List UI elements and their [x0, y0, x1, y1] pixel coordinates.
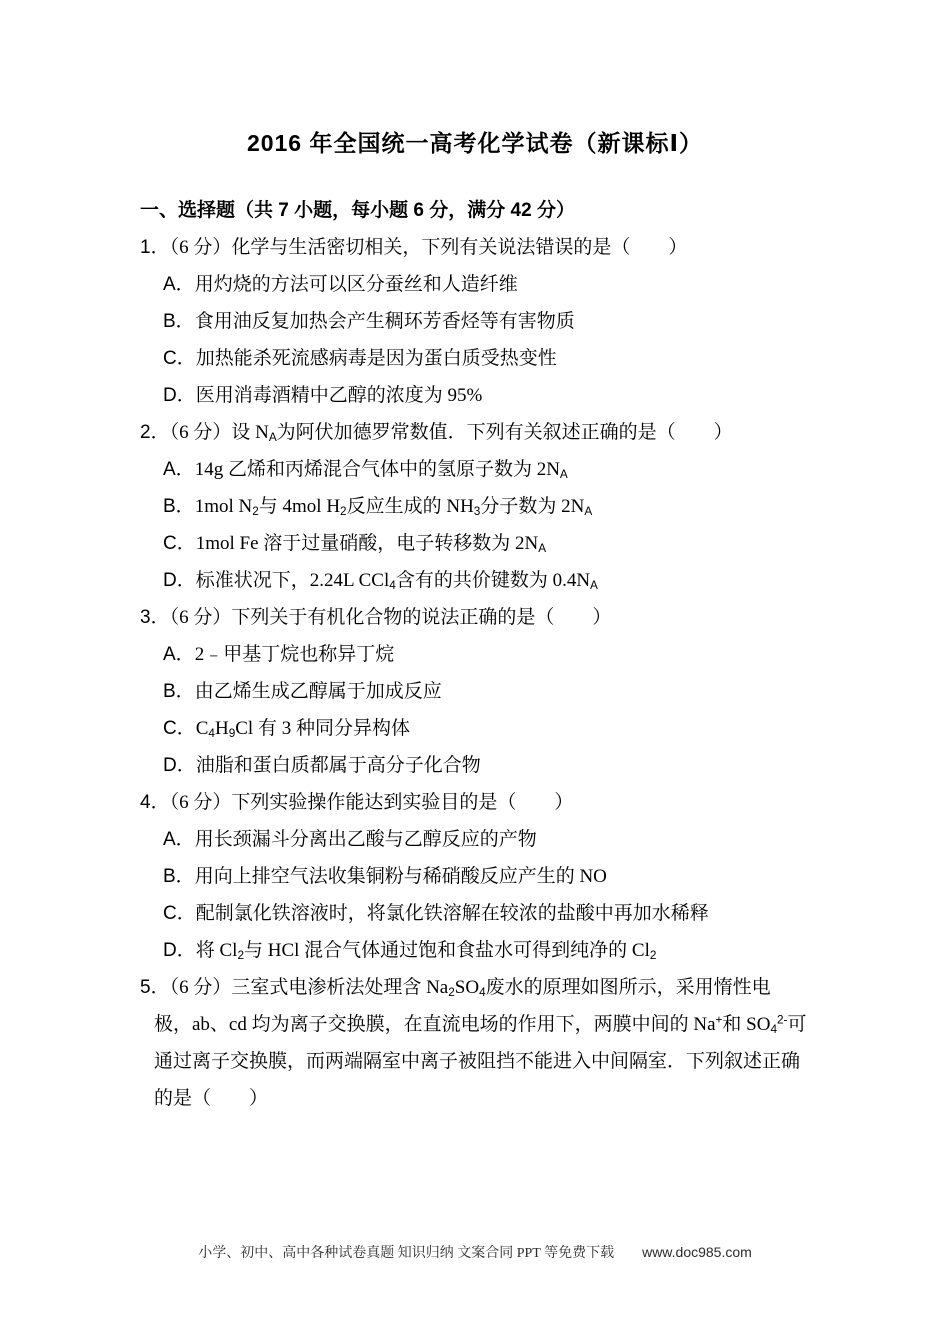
question-1-option-a — [163, 266, 808, 303]
question-2-option-d — [163, 562, 808, 599]
question-5-number: 5． — [140, 977, 170, 998]
question-2-option-b-label: B． — [163, 496, 195, 517]
question-3-option-d-text: 油脂和蛋白质都属于高分子化合物 — [195, 755, 481, 776]
question-3-option-b-text: 由乙烯生成乙醇属于加成反应 — [194, 681, 442, 702]
question-2 — [140, 414, 808, 599]
question-2-option-b — [163, 488, 808, 525]
question-3-option-c-label: C． — [163, 718, 196, 739]
question-1-option-c-text: 加热能杀死流感病毒是因为蛋白质受热变性 — [195, 348, 557, 369]
question-2-option-c-text: 1mol Fe 溶于过量硝酸，电子转移数为 $2N_A$ — [195, 533, 547, 555]
question-list — [140, 229, 808, 1117]
question-3-option-c — [163, 710, 808, 747]
question-5-stem-text: （6 分）三室式电渗析法处理含 $Na_2SO_4$废水的原理如图所示，采用惰性电极，ab、cd 均为离子交换膜，在直流电场的作用下，两膜中间的 Na+和 $SO_4^{2-}$可通过离子交换膜，而两端隔室中离子被阻挡不能进入中间隔室．下列叙述正确的是（ ） — [154, 977, 807, 1109]
question-1-number: 1． — [140, 237, 170, 258]
question-1-stem-text: （6 分）化学与生活密切相关，下列有关说法错误的是（ ） — [169, 237, 688, 258]
question-4-option-d — [163, 932, 808, 969]
question-1 — [140, 229, 808, 414]
question-2-option-d-label: D． — [163, 570, 196, 591]
question-5-stem — [140, 969, 808, 1117]
question-4-option-a-label: A． — [163, 829, 195, 850]
question-1-option-a-text: 用灼烧的方法可以区分蚕丝和人造纤维 — [194, 274, 518, 295]
question-4-option-b-label: B． — [163, 866, 195, 887]
question-3-option-d-label: D． — [163, 755, 196, 776]
question-4-option-b-text: 用向上排空气法收集铜粉与稀硝酸反应产生的 NO — [194, 866, 607, 887]
question-3-option-b — [163, 673, 808, 710]
question-3-option-a — [163, 636, 808, 673]
question-1-option-d-label: D． — [163, 385, 196, 406]
question-5 — [140, 969, 808, 1117]
question-3-option-d — [163, 747, 808, 784]
question-3-stem — [140, 599, 808, 636]
question-2-stem-text: （6 分）设 $N_A$为阿伏加德罗常数值．下列有关叙述正确的是（ ） — [169, 422, 733, 444]
question-3-option-c-text: $C_4H_9Cl$ 有 3 种同分异构体 — [195, 718, 410, 740]
question-3-option-a-text: 2﹣甲基丁烷也称异丁烷 — [194, 644, 395, 665]
question-4-option-b — [163, 858, 808, 895]
footer-info-text: 小学、初中、高中各种试卷真题 知识归纳 文案合同 PPT 等免费下载 — [198, 1246, 615, 1261]
question-4-option-c — [163, 895, 808, 932]
question-2-option-a — [163, 451, 808, 488]
question-2-option-c-label: C． — [163, 533, 196, 554]
section-heading: 一、选择题（共 7 小题，每小题 6 分，满分 42 分） — [140, 200, 575, 221]
question-4-option-c-label: C． — [163, 903, 196, 924]
question-2-option-c — [163, 525, 808, 562]
question-4-option-c-text: 配制氯化铁溶液时，将氯化铁溶解在较浓的盐酸中再加水稀释 — [195, 903, 709, 924]
question-2-number: 2． — [140, 422, 170, 443]
footer-site-url: www.doc985.com — [642, 1244, 752, 1260]
question-1-option-a-label: A． — [163, 274, 195, 295]
question-4-option-a — [163, 821, 808, 858]
question-4-stem — [140, 784, 808, 821]
question-2-stem — [140, 414, 808, 451]
question-3 — [140, 599, 808, 784]
question-2-option-a-text: 14g 乙烯和丙烯混合气体中的氢原子数为 $2N_A$ — [194, 459, 568, 481]
question-2-option-b-text: 1mol $N_2$与 4mol $H_2$反应生成的 $NH_3$分子数为 $2N_A$ — [194, 496, 593, 518]
question-1-option-b — [163, 303, 808, 340]
question-4-stem-text: （6 分）下列实验操作能达到实验目的是（ ） — [169, 792, 574, 813]
question-1-option-b-label: B． — [163, 311, 195, 332]
question-2-option-a-label: A． — [163, 459, 195, 480]
question-3-number: 3． — [140, 607, 170, 628]
question-4 — [140, 784, 808, 969]
page-footer — [0, 1242, 950, 1264]
question-4-option-a-text: 用长颈漏斗分离出乙酸与乙醇反应的产物 — [194, 829, 537, 850]
question-3-stem-text: （6 分）下列关于有机化合物的说法正确的是（ ） — [169, 607, 612, 628]
question-1-option-c — [163, 340, 808, 377]
question-3-option-b-label: B． — [163, 681, 195, 702]
question-4-option-d-text: 将 $Cl_2$与 HCl 混合气体通过饱和食盐水可得到纯净的 $Cl_2$ — [195, 940, 657, 962]
question-4-option-d-label: D． — [163, 940, 196, 961]
question-3-option-a-label: A． — [163, 644, 195, 665]
question-1-stem — [140, 229, 808, 266]
question-2-option-d-text: 标准状况下，2.24L CCl$_4$含有的共价键数为 $0.4N_A$ — [195, 570, 598, 592]
question-1-option-c-label: C． — [163, 348, 196, 369]
question-1-option-b-text: 食用油反复加热会产生稠环芳香烃等有害物质 — [194, 311, 575, 332]
question-4-number: 4． — [140, 792, 170, 813]
question-1-option-d-text: 医用消毒酒精中乙醇的浓度为 95% — [195, 385, 483, 406]
page-title: 2016 年全国统一高考化学试卷（新课标Ⅰ） — [246, 130, 704, 156]
question-1-option-d — [163, 377, 808, 414]
